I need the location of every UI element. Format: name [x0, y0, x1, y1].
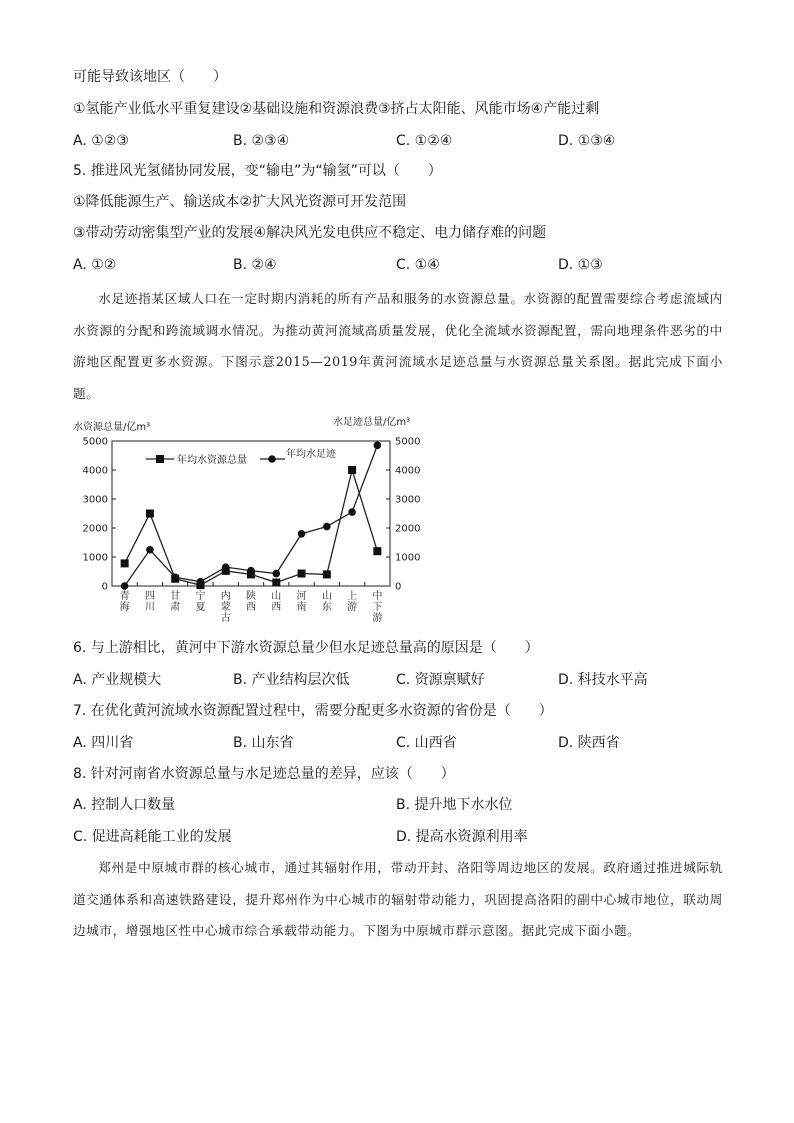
q6-option-a[interactable]: A. 产业规模大: [73, 672, 162, 688]
x-category-label: 山西: [271, 591, 282, 613]
q8-option-a[interactable]: A. 控制人口数量: [73, 797, 176, 813]
x-category-label: 上游: [347, 591, 358, 613]
x-category-label: 青海: [119, 591, 130, 613]
q7-option-b[interactable]: B. 山东省: [233, 735, 294, 751]
water-chart: [60, 410, 430, 630]
legend-water-resource: 年均水资源总量: [177, 455, 247, 466]
q8-stem: 8. 针对河南省水资源总量与水足迹总量的差异，应该（ ）: [73, 766, 455, 782]
q4-option-b[interactable]: B. ②③④: [233, 133, 290, 149]
x-category-label: 内蒙古: [220, 591, 231, 624]
q4-option-a[interactable]: A. ①②③: [73, 133, 129, 149]
x-category-label: 河南: [296, 591, 307, 613]
q6-option-c[interactable]: C. 资源禀赋好: [396, 672, 485, 688]
q8-option-d[interactable]: D. 提高水资源利用率: [396, 829, 528, 845]
q4-option-c[interactable]: C. ①②④: [396, 133, 453, 149]
y-tick-label: 0: [101, 581, 108, 593]
data-point-circle: [272, 570, 280, 578]
q5-option-d[interactable]: D. ①③: [558, 257, 603, 273]
y-tick-label: 5000: [82, 436, 108, 448]
q5-stem: 5. 推进风光氢储协同发展，变“输电”为“输氢”可以（ ）: [73, 163, 442, 179]
data-point-square: [272, 579, 280, 587]
data-point-square: [298, 570, 306, 578]
data-point-square: [323, 570, 331, 578]
data-point-circle: [121, 582, 129, 590]
q4-factors: ①氢能产业低水平重复建设②基础设施和资源浪费③挤占太阳能、风能市场④产能过剩: [73, 101, 600, 117]
q5-option-c[interactable]: C. ①④: [396, 257, 440, 273]
q4-option-d[interactable]: D. ①③④: [558, 133, 616, 149]
x-category-label: 宁夏: [195, 591, 206, 613]
x-category-label: 中下游: [372, 591, 383, 624]
data-point-circle: [146, 546, 154, 554]
q6-stem: 6. 与上游相比，黄河中下游水资源总量少但水足迹总量高的原因是（ ）: [73, 640, 539, 656]
y-tick-label: 4000: [82, 465, 108, 477]
y2-tick-label: 3000: [395, 494, 421, 506]
y2-tick-label: 5000: [395, 436, 421, 448]
passage-city-cluster: 郑州是中原城市群的核心城市，通过其辐射作用，带动开封、洛阳等周边地区的发展。政府通过推进城际轨道交通体系和高速铁路建设，提升郑州作为中心城市的辐射带动能力，巩固提高洛阳的副中心城市地位，联动周边城市，增强地区性中心城市综合承载带动能力。下图为中原城市群示意图。据此完成下面小题。: [73, 860, 723, 938]
q5-factors-2: ③带动劳动密集型产业的发展④解决风光发电供应不稳定、电力储存难的问题: [73, 225, 547, 241]
data-point-circle: [247, 567, 255, 575]
data-point-circle: [298, 530, 306, 538]
y-axis-label: 水资源总量/亿m³: [73, 422, 151, 433]
y2-tick-label: 0: [395, 581, 402, 593]
y-tick-label: 2000: [82, 523, 108, 535]
series-line-2: [125, 445, 378, 586]
data-point-circle: [197, 578, 205, 586]
data-point-circle: [222, 563, 230, 571]
q7-option-c[interactable]: C. 山西省: [396, 735, 457, 751]
data-point-circle: [171, 574, 179, 582]
legend-water-footprint: 年均水足迹: [286, 449, 336, 460]
q5-factors-1: ①降低能源生产、输送成本②扩大风光资源可开发范围: [73, 194, 407, 210]
q8-option-c[interactable]: C. 促进高耗能工业的发展: [73, 829, 232, 845]
q6-option-b[interactable]: B. 产业结构层次低: [233, 672, 350, 688]
legend-circle-marker: [268, 455, 276, 463]
q5-option-b[interactable]: B. ②④: [233, 257, 277, 273]
q4-stem-end: 可能导致该地区（ ）: [73, 69, 227, 85]
data-point-circle: [323, 523, 331, 531]
q7-option-d[interactable]: D. 陕西省: [558, 735, 620, 751]
q5-option-a[interactable]: A. ①②: [73, 257, 117, 273]
x-category-label: 山东: [321, 591, 332, 613]
data-point-circle: [374, 442, 382, 450]
x-category-label: 四川: [144, 591, 155, 613]
data-point-square: [348, 466, 356, 474]
q8-option-b[interactable]: B. 提升地下水水位: [396, 797, 513, 813]
passage-water-footprint: 水足迹指某区域人口在一定时期内消耗的所有产品和服务的水资源总量。水资源的配置需要综合考虑流域内水资源的分配和跨流域调水情况。为推动黄河流域高质量发展，优化全流域水资源配置，需向地理条件恶劣的中游地区配置更多水资源。下图示意2015—2019年黄河流域水足迹总量与水资源总量关系图。据此完成下面小题。: [73, 291, 723, 401]
y2-axis-label: 水足迹总量/亿m³: [333, 417, 411, 428]
q7-stem: 7. 在优化黄河流域水资源配置过程中，需要分配更多水资源的省份是（ ）: [73, 703, 553, 719]
y-tick-label: 3000: [82, 494, 108, 506]
legend-square-marker: [156, 455, 164, 463]
q6-option-d[interactable]: D. 科技水平高: [558, 672, 648, 688]
data-point-square: [373, 547, 381, 555]
data-point-circle: [348, 508, 356, 516]
y2-tick-label: 4000: [395, 465, 421, 477]
x-category-label: 陕西: [246, 591, 256, 613]
data-point-square: [146, 510, 154, 518]
chart-legend: [146, 447, 337, 466]
data-point-square: [121, 559, 129, 567]
x-category-label: 甘肃: [170, 591, 181, 613]
y2-tick-label: 1000: [395, 552, 421, 564]
q7-option-a[interactable]: A. 四川省: [73, 735, 134, 751]
y-tick-label: 1000: [82, 552, 108, 564]
y2-tick-label: 2000: [395, 523, 421, 535]
